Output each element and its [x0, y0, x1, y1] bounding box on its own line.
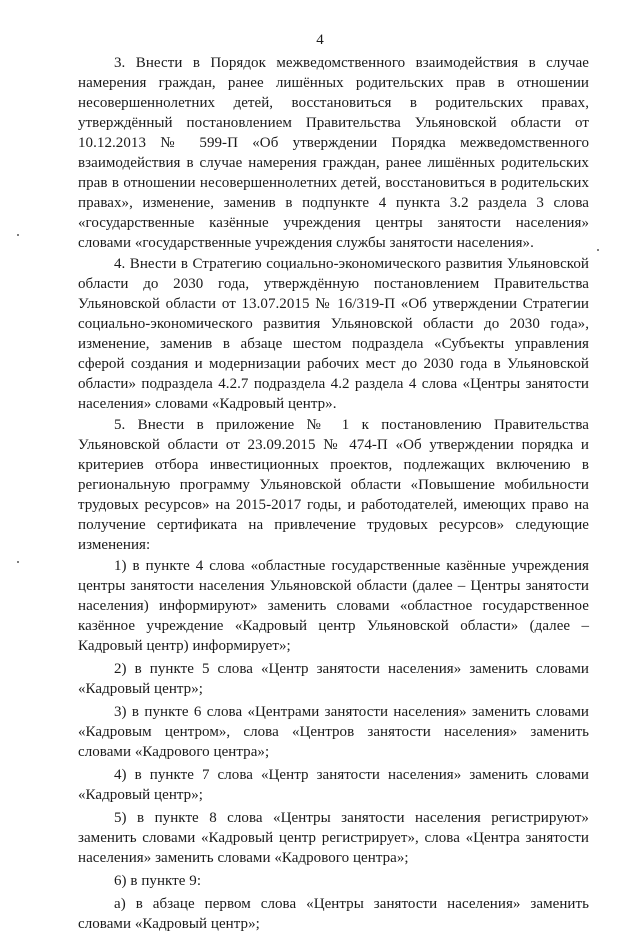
scan-speck [17, 561, 19, 563]
list-item-6: 6) в пункте 9: [114, 873, 202, 889]
scan-speck [17, 234, 19, 236]
list-item-5: 5) в пункте 8 слова «Центры занятости населения регистрируют» заменить словами «Кадровый центр регистрирует», слова «Центра занятости населения» заменить словами «Кадрового центра»; [78, 810, 589, 866]
page-number: 4 [316, 32, 324, 48]
list-item-4: 4) в пункте 7 слова «Центр занятости населения» заменить словами «Кадровый центр»; [78, 767, 589, 803]
paragraph-4: 4. Внести в Стратегию социально-экономического развития Ульяновской области до 2030 года, утверждённую постановлением Правительства Ульяновской области от 13.07.2015 № 16/319-П «Об утверждении Стратегии социально-экономического развития Ульяновской области до 2030 года», изменение, заменив в абзаце шестом подраздела «Субъекты управления сферой создания и модернизации рабочих мест до 2030 года в Ульяновской области» подраздела 4.2.7 подраздела 4.2 раздела 4 слова «Центры занятости населения» словами «Кадровый центр». [78, 256, 589, 412]
list-item-1: 1) в пункте 4 слова «областные государственные казённые учреждения центры занятости населения Ульяновской области (далее – Центры занятости населения) информируют» заменить словами «областное государственное казённое учреждение «Кадровый центр Ульяновской области» (далее – Кадровый центр) информирует»; [78, 558, 589, 654]
document-body [78, 53, 589, 937]
paragraph-5: 5. Внести в приложение № 1 к постановлению Правительства Ульяновской области от 23.09.2015 № 474-П «Об утверждении порядка и критериев отбора инвестиционных проектов, подлежащих включению в региональную программу Ульяновской области «Повышение мобильности трудовых ресурсов» на 2015-2017 годы, и работодателей, имеющих право на получение сертификата на привлечение трудовых ресурсов» следующие изменения: [78, 417, 589, 553]
scan-speck [597, 249, 599, 251]
list-item-6a: а) в абзаце первом слова «Центры занятости населения» заменить словами «Кадровый центр»; [78, 896, 589, 932]
list-item-2: 2) в пункте 5 слова «Центр занятости населения» заменить словами «Кадровый центр»; [78, 661, 589, 697]
list-item-3: 3) в пункте 6 слова «Центрами занятости населения» заменить словами «Кадровым центром», слова «Центров занятости населения» заменить словами «Кадрового центра»; [78, 704, 589, 760]
paragraph-3: 3. Внести в Порядок межведомственного взаимодействия в случае намерения граждан, ранее лишённых родительских прав в отношении несовершеннолетних детей, восстановиться в родительских правах, утверждённый постановлением Правительства Ульяновской области от 10.12.2013 № 599-П «Об утверждении Порядка межведомственного взаимодействия в случае намерения граждан, ранее лишённых родительских прав в отношении несовершеннолетних детей, восстановиться в родительских правах», изменение, заменив в подпункте 4 пункта 3.2 раздела 3 слова «государственные казённые учреждения центры занятости населения» словами «государственные учреждения службы занятости населения». [78, 55, 589, 251]
